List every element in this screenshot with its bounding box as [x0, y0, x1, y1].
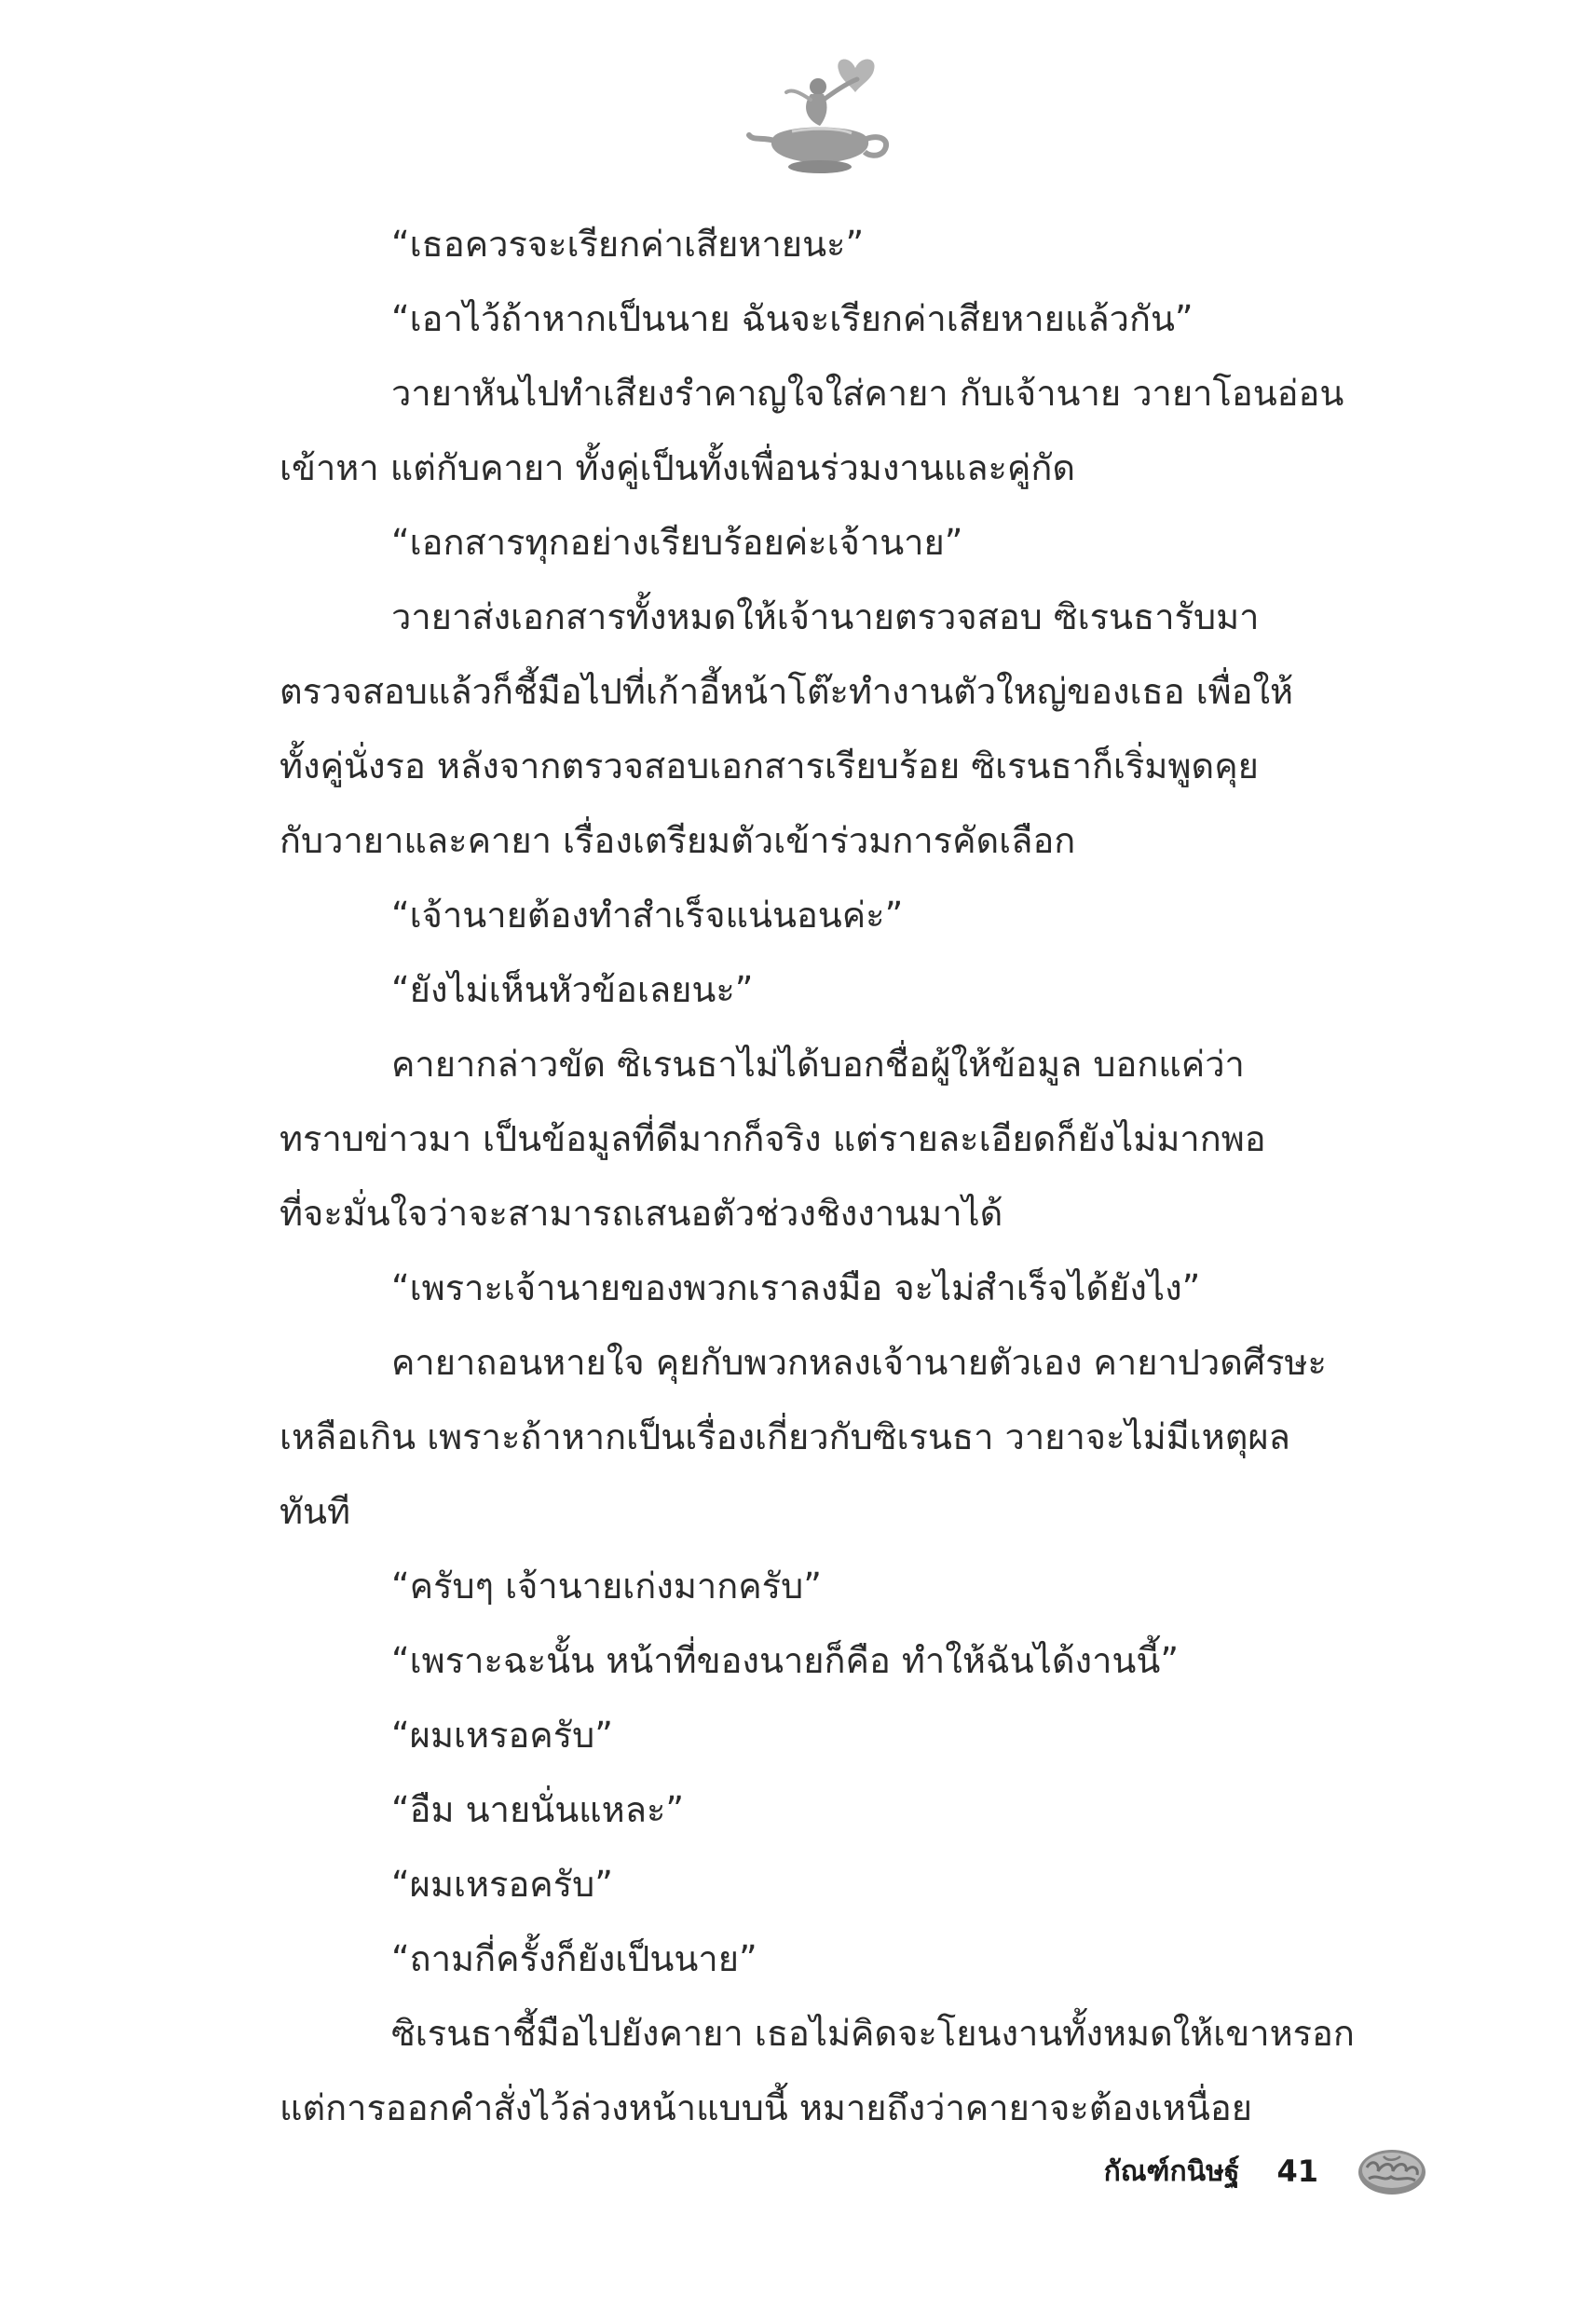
dialog-line: “ถามกี่ครั้งก็ยังเป็นนาย” [391, 1938, 757, 1979]
book-title: กัณฑ์กนิษฐ์ [1103, 2154, 1240, 2188]
narration-line: ทราบข่าวมา เป็นข้อมูลที่ดีมากก็จริง แต่รายละเอียดก็ยังไม่มากพอ [280, 1118, 1266, 1159]
dialog-line: “เจ้านายต้องทำสำเร็จแน่นอนค่ะ” [391, 895, 904, 936]
dialog-line: “ผมเหรอครับ” [391, 1864, 613, 1905]
narration-line: เข้าหา แต่กับคายา ทั้งคู่เป็นทั้งเพื่อนร่วมงานและคู่กัด [280, 447, 1076, 488]
narration-line: ที่จะมั่นใจว่าจะสามารถเสนอตัวช่วงชิงงานมาได้ [280, 1193, 1003, 1234]
story-body [280, 207, 1412, 2145]
narration-line: วายาหันไปทำเสียงรำคาญใจใส่คายา กับเจ้านาย วายาโอนอ่อน [391, 373, 1344, 414]
dialog-line: “เพราะเจ้านายของพวกเราลงมือ จะไม่สำเร็จได้ยังไง” [391, 1267, 1201, 1308]
dialog-line: “ผมเหรอครับ” [391, 1715, 613, 1756]
narration-line: วายาส่งเอกสารทั้งหมดให้เจ้านายตรวจสอบ ซิเรนธารับมา [391, 596, 1260, 637]
dialog-line: “เธอควรจะเรียกค่าเสียหายนะ” [391, 224, 865, 265]
narration-line: ทั้งคู่นั่งรอ หลังจากตรวจสอบเอกสารเรียบร้อย ซิเรนธาก็เริ่มพูดคุย [280, 745, 1259, 786]
dialog-line: “ยังไม่เห็นหัวข้อเลยนะ” [391, 969, 754, 1010]
narration-line: กับวายาและคายา เรื่องเตรียมตัวเข้าร่วมการคัดเลือก [280, 820, 1076, 861]
narration-line: เหลือเกิน เพราะถ้าหากเป็นเรื่องเกี่ยวกับซิเรนธา วายาจะไม่มีเหตุผล [280, 1416, 1290, 1457]
fairy-teapot-icon [745, 51, 904, 182]
narration-line: คายากล่าวขัด ซิเรนธาไม่ได้บอกชื่อผู้ให้ข้อมูล บอกแค่ว่า [391, 1044, 1245, 1085]
dialog-line: “เพราะฉะนั้น หน้าที่ของนายก็คือ ทำให้ฉันได้งานนี้” [391, 1640, 1180, 1681]
narration-line: ทันที [280, 1491, 351, 1532]
dialog-line: “ครับๆ เจ้านายเก่งมากครับ” [391, 1566, 822, 1607]
narration-line: ตรวจสอบแล้วก็ชี้มือไปที่เก้าอี้หน้าโต๊ะทำงานตัวใหญ่ของเธอ เพื่อให้ [280, 671, 1294, 712]
brain-icon [1356, 2145, 1428, 2197]
narration-line: คายาถอนหายใจ คุยกับพวกหลงเจ้านายตัวเอง คายาปวดศีรษะ [391, 1342, 1327, 1383]
dialog-line: “เอาไว้ถ้าหากเป็นนาย ฉันจะเรียกค่าเสียหายแล้วกัน” [391, 298, 1194, 339]
page-number: 41 [1276, 2154, 1318, 2189]
narration-line: แต่การออกคำสั่งไว้ล่วงหน้าแบบนี้ หมายถึงว่าคายาจะต้องเหนื่อย [280, 2087, 1252, 2128]
page-footer [1104, 2145, 1428, 2197]
dialog-line: “เอกสารทุกอย่างเรียบร้อยค่ะเจ้านาย” [391, 522, 963, 563]
narration-line: ซิเรนธาชี้มือไปยังคายา เธอไม่คิดจะโยนงานทั้งหมดให้เขาหรอก [391, 2013, 1355, 2054]
dialog-line: “อืม นายนั่นแหละ” [391, 1789, 685, 1830]
